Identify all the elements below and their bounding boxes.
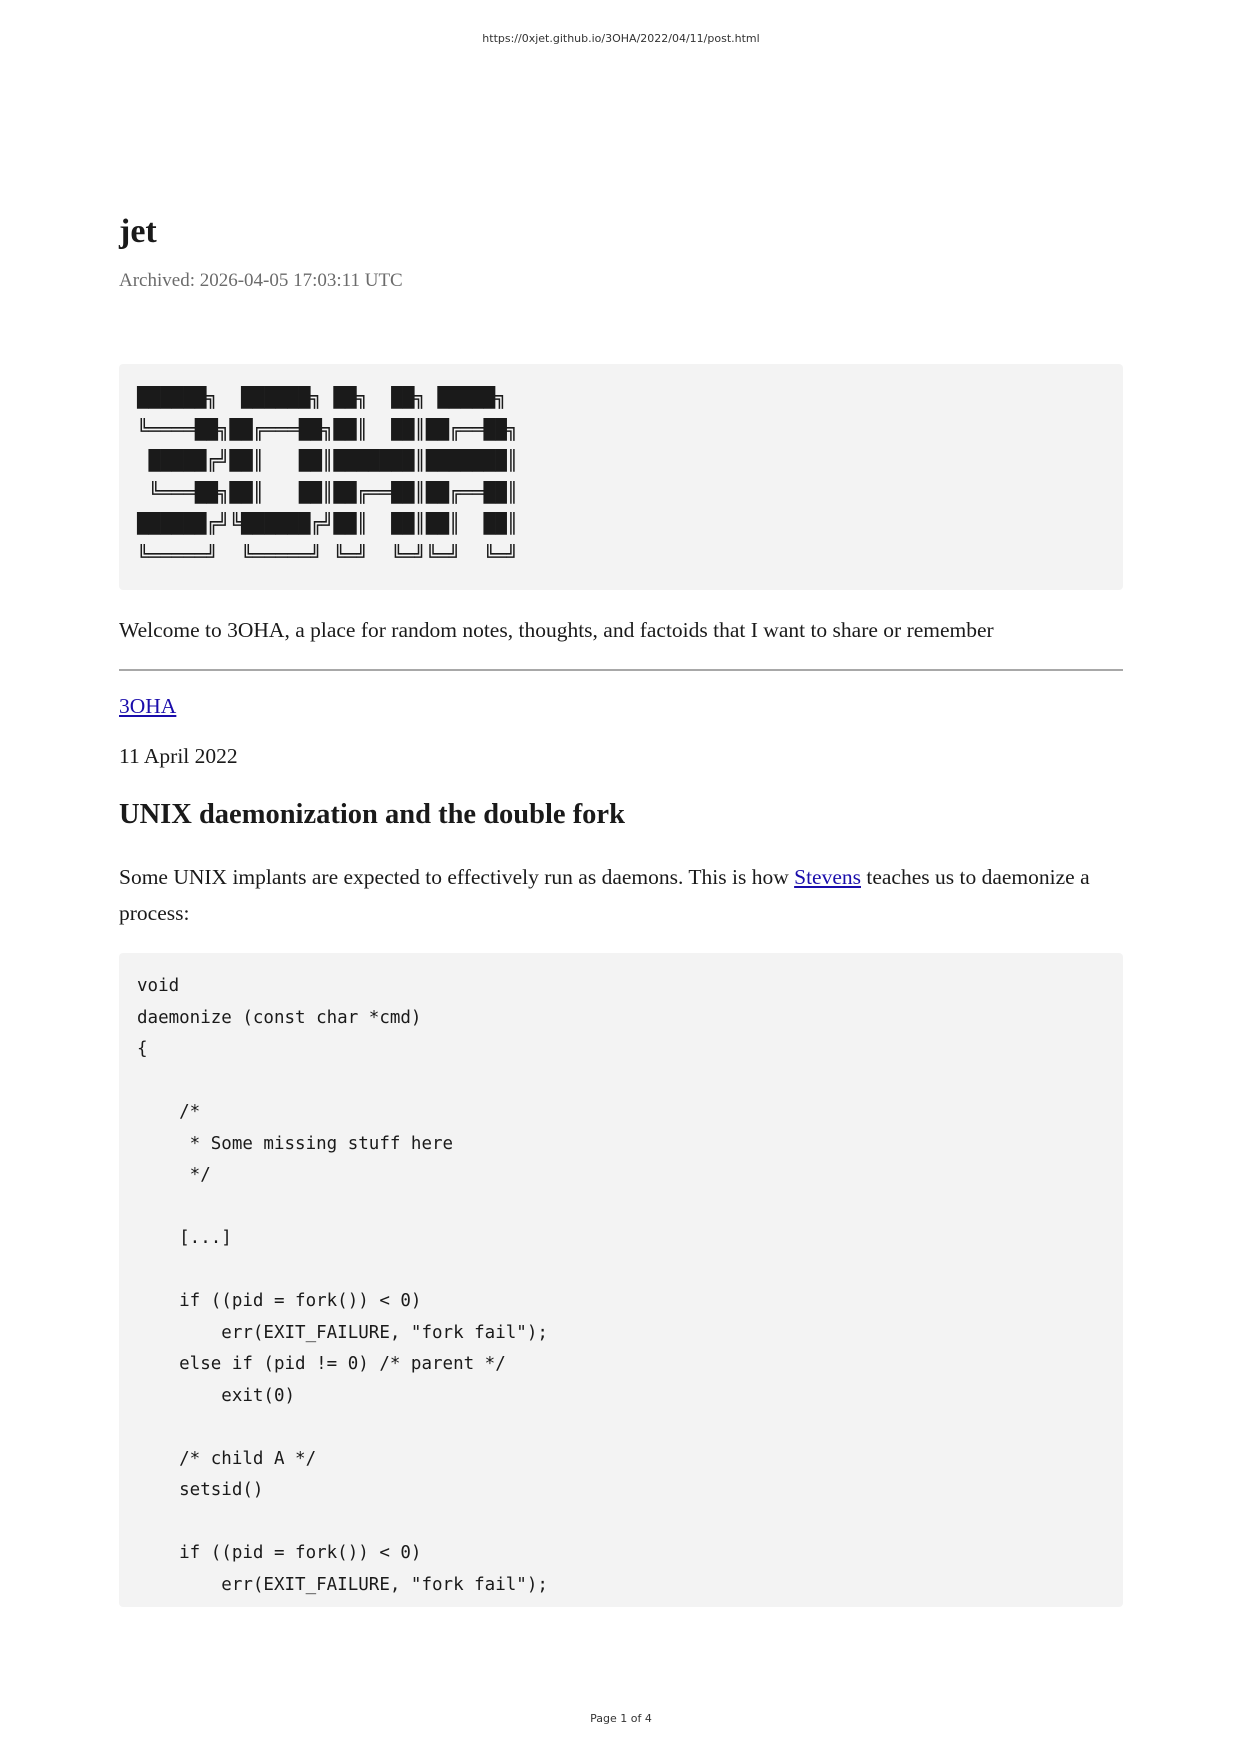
ascii-banner-block bbox=[119, 364, 1123, 590]
post-date: 11 April 2022 bbox=[119, 744, 238, 768]
code-block bbox=[119, 953, 1123, 1607]
intro-text-before: Some UNIX implants are expected to effectively run as daemons. This is how bbox=[119, 865, 795, 889]
post-title: UNIX daemonization and the double fork bbox=[119, 799, 625, 830]
archived-timestamp: Archived: 2026-04-05 17:03:11 UTC bbox=[119, 270, 403, 291]
home-link[interactable]: 3OHA bbox=[119, 694, 177, 718]
ascii-banner: ██████╗ ██████╗ ██╗ ██╗ █████╗ ╚════██╗██╔═══██╗██║ ██║██╔══██╗ █████╔╝██║ ██║███████║███████║ ╚═══██╗██║ ██║██╔══██║██╔══██║ ██████╔╝╚██████╔╝██║ ██║██║ ██║ ╚═════╝ ╚═════╝ ╚═╝ ╚═╝╚═╝ ╚═╝ bbox=[137, 386, 519, 567]
site-title: jet bbox=[119, 213, 157, 250]
page-content bbox=[119, 210, 1123, 1607]
print-header-url: https://0xjet.github.io/3OHA/2022/04/11/post.html bbox=[482, 32, 760, 45]
post-intro-paragraph bbox=[119, 859, 1123, 931]
stevens-link[interactable]: Stevens bbox=[794, 865, 861, 889]
page-number: Page 1 of 4 bbox=[590, 1712, 652, 1725]
site-description: Welcome to 3OHA, a place for random notes, thoughts, and factoids that I want to share or remember bbox=[119, 618, 994, 642]
code-listing: void daemonize (const char *cmd) { /* * Some missing stuff here */ [...] if ((pid = fork()) < 0) err(EXIT_FAILURE, "fork fail"); else if (pid != 0) /* parent */ exit(0) /* child A */ setsid() if ((pid = fork()) < 0) err(EXIT_FAILURE, "fork fail"); bbox=[137, 976, 548, 1595]
divider bbox=[119, 669, 1123, 671]
intro-text-after: teaches us to daemonize a process: bbox=[119, 865, 1090, 925]
